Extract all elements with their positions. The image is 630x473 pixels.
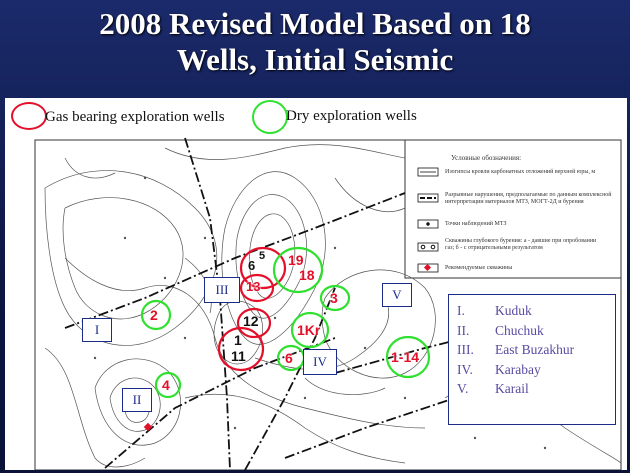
field-row-karabay: IV. Karabay [457, 361, 541, 377]
well-label-1-14: 1-14 [391, 349, 420, 365]
slide-title-line-1: 2008 Revised Model Based on 18 [99, 6, 531, 41]
map-legend-item-3: Точки наблюдений МТЗ [445, 221, 507, 227]
well-label-6: 6 [248, 258, 256, 273]
well-label-13: 13 [246, 279, 261, 294]
slide-title-line-2: Wells, Initial Seismic [176, 42, 454, 77]
slide-title [0, 6, 630, 78]
field-row-kuduk: I. Kuduk [457, 303, 532, 318]
map-legend-item-2: Разрывные нарушения, предполагаемые по данным комплексной интерпретации материалов МТЗ, МОГТ-2Д и бурения [445, 192, 612, 205]
field-box-v: V [382, 283, 412, 307]
well-label-11: 11 [231, 348, 246, 364]
well-label-1kr: 1Kr [297, 322, 321, 338]
map-legend-heading: Условные обозначения: [451, 154, 522, 162]
well-label-19: 19 [288, 252, 304, 268]
field-row-chuchuk: II. Chuchuk [457, 322, 544, 338]
well-label-6-dry: 6 [285, 350, 293, 366]
map-legend-item-1: Изогипсы кровли карбонатных отложений верхней юры, м [445, 169, 596, 175]
dry-well-legend-label: Dry exploration wells [286, 108, 417, 124]
well-label-3: 3 [330, 290, 338, 306]
field-box-i: I [82, 318, 112, 342]
field-row-karail: V. Karail [457, 381, 529, 396]
slide-content [5, 98, 627, 470]
well-label-5: 5 [259, 250, 266, 262]
gas-well-legend-label: Gas bearing exploration wells [45, 109, 225, 125]
map-legend-item-5: Рекомендуемые скважины [445, 265, 513, 271]
field-box-iii: III [204, 277, 240, 303]
map-legend-item-4: Скважины глубокого бурения: а - давшие при опробовании газ; б - с отрицательными результатом [445, 238, 597, 251]
field-row-east-buzakhur: III. East Buzakhur [457, 342, 575, 357]
well-label-18: 18 [299, 267, 315, 283]
field-box-iv: IV [303, 349, 337, 375]
well-label-12: 12 [243, 313, 259, 329]
field-name-list [448, 294, 616, 425]
well-label-4: 4 [162, 377, 170, 393]
well-label-1: 1 [234, 332, 242, 348]
well-label-2: 2 [150, 307, 158, 323]
field-box-ii: II [122, 388, 152, 412]
